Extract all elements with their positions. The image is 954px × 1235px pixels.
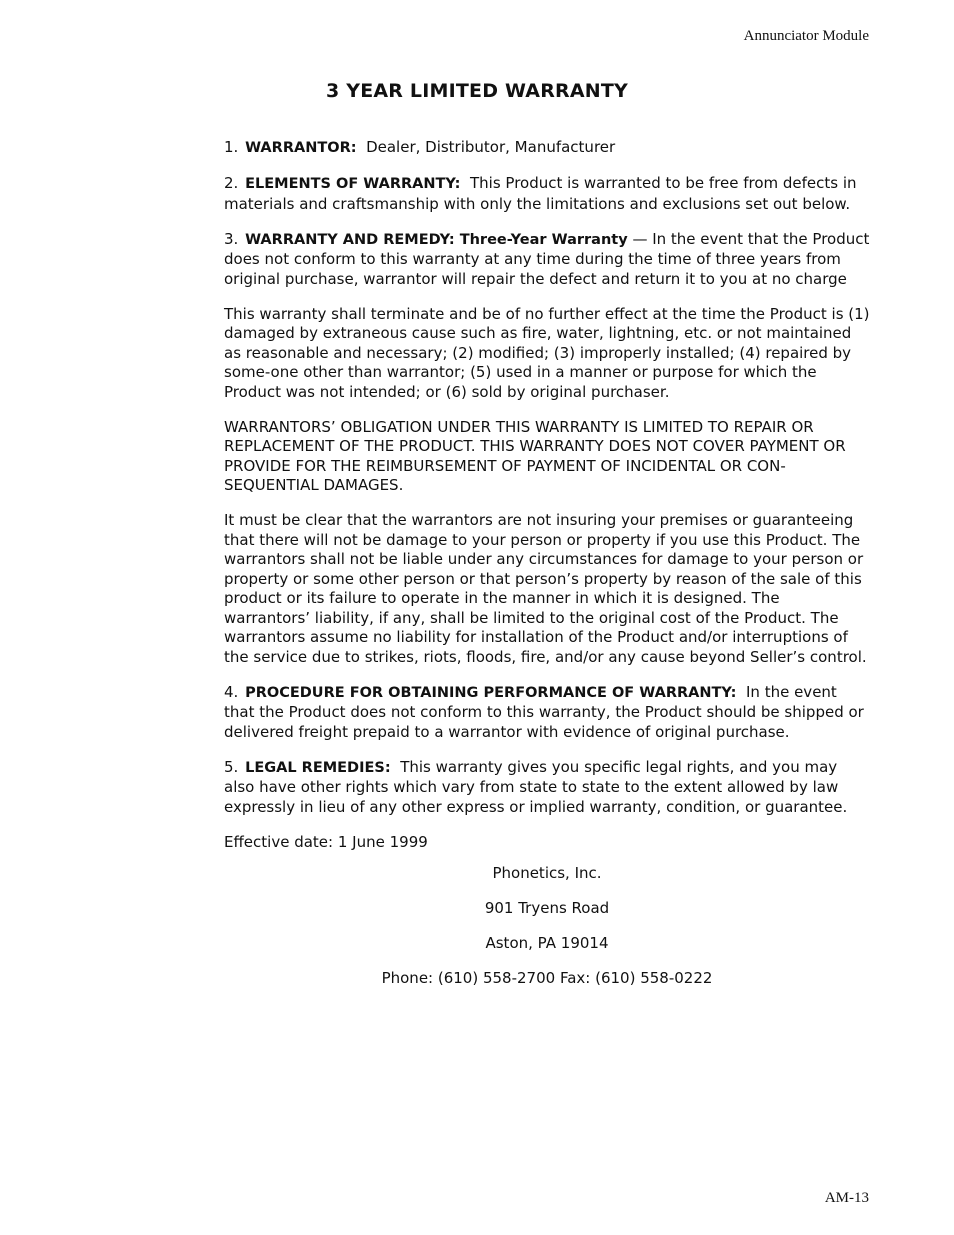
section-heading: WARRANTY AND REMEDY: Three-Year Warranty bbox=[245, 231, 628, 248]
warranty-body bbox=[224, 138, 870, 868]
section-number: 2. bbox=[224, 174, 239, 192]
page-title: 3 YEAR LIMITED WARRANTY bbox=[326, 80, 628, 102]
paragraph-liability: It must be clear that the warrantors are not insuring your premises or guaranteeing that there will not be damage to your person or property if you use this Product. The warrantors shall not be liable under any circumstances for damage to your person or property or some other person or that person’s property by reason of the sale of this product or its failure to operate in the manner in which it is designed. The warrantors’ liability, if any, shall be limited to the original cost of the Product. The warrantors assume no liability for installation of the Product and/or interruptions of the service due to strikes, riots, floods, fire, and/or any cause beyond Seller’s control. bbox=[224, 511, 867, 666]
effective-date: Effective date: 1 June 1999 bbox=[224, 832, 428, 851]
section-number: 5. bbox=[224, 757, 239, 776]
section-number: 3. bbox=[224, 229, 239, 248]
paragraph-obligation: WARRANTORS’ OBLIGATION UNDER THIS WARRANTY IS LIMITED TO REPAIR OR REPLACEMENT OF THE PRODUCT. THIS WARRANTY DOES NOT COVER PAYMENT OR PROVIDE FOR THE REIMBURSEMENT OF PAYMENT OF INCIDENTAL OR CON-SEQUENTIAL DAMAGES. bbox=[224, 417, 846, 494]
page-number: AM-13 bbox=[824, 1190, 869, 1206]
running-header: Annunciator Module bbox=[743, 28, 869, 44]
paragraph-termination: This warranty shall terminate and be of no further effect at the time the Product is (1) damaged by extraneous cause such as fire, water, lightning, etc. or not maintained as reasonable and necessary; (2) modified; (3) improperly installed; (4) repaired by some-one other than warrantor; (5) used in a manner or purpose for which the Product was not intended; or (6) sold by original purchaser. bbox=[224, 304, 870, 401]
section-heading: LEGAL REMEDIES: bbox=[245, 759, 391, 776]
section-text: — In the event that the Product does not conform to this warranty at any time during the time of three years from original purchase, warrantor will repair the defect and return it to you at no charge bbox=[224, 229, 870, 288]
section-number: 1. bbox=[224, 138, 239, 156]
section-text: This warranty gives you specific legal rights, and you may also have other rights which vary from state to state to the extent allowed by law expressly in lieu of any other express or implied warranty, condition, or guarantee. bbox=[224, 757, 848, 816]
section-text: Dealer, Distributor, Manufacturer bbox=[366, 138, 616, 156]
section-remedy bbox=[224, 230, 870, 290]
company-phone: Phone: (610) 558-2700 Fax: (610) 558-0222 bbox=[381, 969, 713, 987]
section-number: 4. bbox=[224, 682, 239, 701]
section-text: This Product is warranted to be free from defects in materials and craftsmanship with only the limitations and exclusions set out below. bbox=[224, 174, 857, 213]
section-heading: PROCEDURE FOR OBTAINING PERFORMANCE OF WARRANTY: bbox=[245, 684, 737, 701]
company-city: Aston, PA 19014 bbox=[485, 934, 609, 952]
section-heading: ELEMENTS OF WARRANTY: bbox=[245, 176, 461, 192]
section-heading: WARRANTOR: bbox=[245, 140, 357, 156]
section-legal-remedies bbox=[224, 758, 870, 818]
company-street: 901 Tryens Road bbox=[484, 899, 610, 917]
section-text: In the event that the Product does not conform to this warranty, the Product should be shipped or delivered freight prepaid to a warrantor with evidence of original purchase. bbox=[224, 682, 864, 741]
section-procedure bbox=[224, 683, 870, 743]
company-name: Phonetics, Inc. bbox=[492, 864, 602, 882]
section-warrantor bbox=[224, 138, 870, 159]
section-elements bbox=[224, 174, 870, 214]
